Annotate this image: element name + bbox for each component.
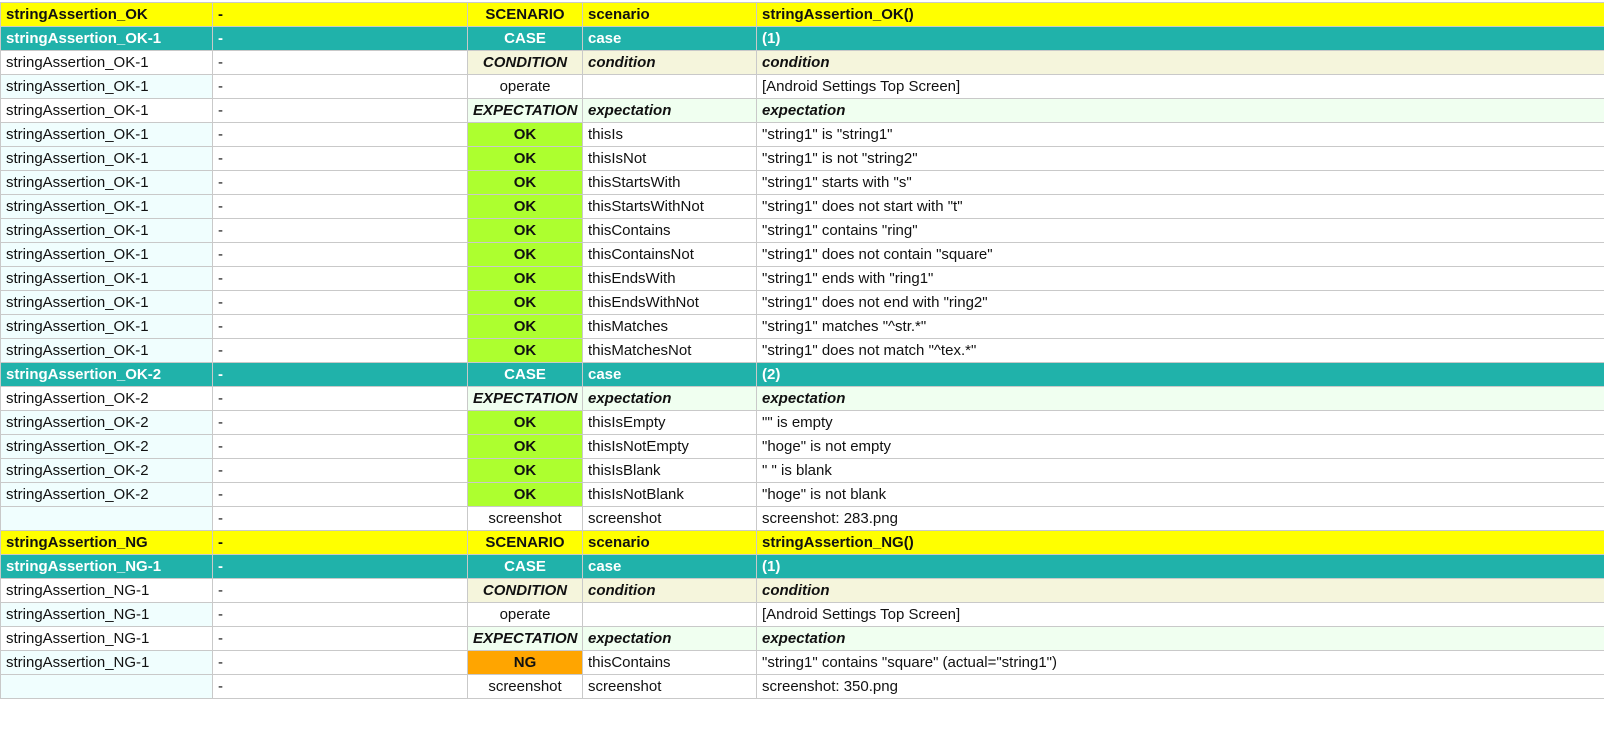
message-cell[interactable]: "string1" contains "ring" xyxy=(757,219,1604,243)
scenario-row xyxy=(1,3,1604,27)
test-id-cell[interactable]: stringAssertion_OK-1 xyxy=(1,315,213,339)
status-badge[interactable]: OK xyxy=(468,411,583,435)
test-id-cell[interactable]: stringAssertion_OK-1 xyxy=(1,339,213,363)
status-badge[interactable]: OK xyxy=(468,483,583,507)
table-row xyxy=(1,243,1604,267)
function-cell[interactable]: thisEndsWith xyxy=(583,267,757,291)
dash-cell[interactable]: - xyxy=(213,3,468,27)
table-row xyxy=(1,435,1604,459)
condition-row xyxy=(1,51,1604,75)
dash-cell[interactable]: - xyxy=(213,27,468,51)
case-row xyxy=(1,363,1604,387)
test-id-cell[interactable]: stringAssertion_OK-1 xyxy=(1,99,213,123)
message-cell[interactable]: stringAssertion_NG() xyxy=(757,531,1604,555)
command-cell[interactable]: screenshot xyxy=(468,675,583,699)
message-cell[interactable]: condition xyxy=(757,579,1604,603)
function-cell[interactable]: condition xyxy=(583,51,757,75)
test-id-cell[interactable]: stringAssertion_OK-1 xyxy=(1,123,213,147)
test-id-cell[interactable]: stringAssertion_OK-1 xyxy=(1,27,213,51)
message-cell[interactable]: expectation xyxy=(757,99,1604,123)
function-cell[interactable]: thisStartsWithNot xyxy=(583,195,757,219)
table-row xyxy=(1,339,1604,363)
table-row xyxy=(1,75,1604,99)
dash-cell[interactable]: - xyxy=(213,387,468,411)
test-id-cell[interactable]: stringAssertion_OK-1 xyxy=(1,147,213,171)
message-cell[interactable]: "string1" is "string1" xyxy=(757,123,1604,147)
message-cell[interactable]: stringAssertion_OK() xyxy=(757,3,1604,27)
message-cell[interactable]: expectation xyxy=(757,387,1604,411)
condition-row xyxy=(1,579,1604,603)
message-cell[interactable]: (2) xyxy=(757,363,1604,387)
dash-cell[interactable]: - xyxy=(213,459,468,483)
test-id-cell[interactable]: stringAssertion_OK-1 xyxy=(1,267,213,291)
status-badge[interactable]: OK xyxy=(468,123,583,147)
table-row xyxy=(1,147,1604,171)
dash-cell[interactable]: - xyxy=(213,219,468,243)
case-row xyxy=(1,27,1604,51)
message-cell[interactable]: " " is blank xyxy=(757,459,1604,483)
message-cell[interactable]: "string1" does not match "^tex.*" xyxy=(757,339,1604,363)
message-cell[interactable]: "string1" contains "square" (actual="string1") xyxy=(757,651,1604,675)
table-body xyxy=(1,3,1604,699)
function-cell[interactable]: thisEndsWithNot xyxy=(583,291,757,315)
test-id-cell[interactable]: stringAssertion_NG xyxy=(1,531,213,555)
test-id-cell[interactable]: stringAssertion_OK xyxy=(1,3,213,27)
table-row xyxy=(1,603,1604,627)
test-id-cell[interactable]: stringAssertion_OK-1 xyxy=(1,51,213,75)
function-cell[interactable]: thisIsNotBlank xyxy=(583,483,757,507)
dash-cell[interactable]: - xyxy=(213,411,468,435)
test-id-cell[interactable]: stringAssertion_NG-1 xyxy=(1,627,213,651)
command-cell[interactable]: EXPECTATION xyxy=(468,627,583,651)
message-cell[interactable]: expectation xyxy=(757,627,1604,651)
dash-cell[interactable]: - xyxy=(213,147,468,171)
message-cell[interactable]: [Android Settings Top Screen] xyxy=(757,75,1604,99)
function-cell[interactable]: thisIsNotEmpty xyxy=(583,435,757,459)
test-id-cell[interactable]: stringAssertion_NG-1 xyxy=(1,555,213,579)
function-cell[interactable]: expectation xyxy=(583,99,757,123)
message-cell[interactable]: screenshot: 283.png xyxy=(757,507,1604,531)
case-row xyxy=(1,555,1604,579)
status-badge[interactable]: OK xyxy=(468,315,583,339)
message-cell[interactable]: "string1" does not end with "ring2" xyxy=(757,291,1604,315)
message-cell[interactable]: "string1" matches "^str.*" xyxy=(757,315,1604,339)
test-id-cell[interactable]: stringAssertion_OK-1 xyxy=(1,195,213,219)
command-cell[interactable]: EXPECTATION xyxy=(468,387,583,411)
command-cell[interactable]: CONDITION xyxy=(468,51,583,75)
function-cell[interactable]: thisIsEmpty xyxy=(583,411,757,435)
test-id-cell[interactable]: stringAssertion_OK-1 xyxy=(1,243,213,267)
table-row xyxy=(1,267,1604,291)
message-cell[interactable]: [Android Settings Top Screen] xyxy=(757,603,1604,627)
table-row xyxy=(1,195,1604,219)
function-cell[interactable] xyxy=(583,603,757,627)
command-cell[interactable]: SCENARIO xyxy=(468,531,583,555)
dash-cell[interactable]: - xyxy=(213,675,468,699)
table-row xyxy=(1,315,1604,339)
dash-cell[interactable]: - xyxy=(213,291,468,315)
test-id-cell[interactable]: stringAssertion_OK-2 xyxy=(1,387,213,411)
test-id-cell[interactable]: stringAssertion_OK-1 xyxy=(1,75,213,99)
test-id-cell[interactable]: stringAssertion_OK-1 xyxy=(1,171,213,195)
status-badge[interactable]: OK xyxy=(468,219,583,243)
function-cell[interactable]: thisMatchesNot xyxy=(583,339,757,363)
dash-cell[interactable]: - xyxy=(213,579,468,603)
message-cell[interactable]: "string1" starts with "s" xyxy=(757,171,1604,195)
test-id-cell[interactable]: stringAssertion_OK-2 xyxy=(1,363,213,387)
test-id-cell[interactable]: stringAssertion_OK-2 xyxy=(1,483,213,507)
message-cell[interactable]: screenshot: 350.png xyxy=(757,675,1604,699)
message-cell[interactable]: condition xyxy=(757,51,1604,75)
table-row xyxy=(1,675,1604,699)
dash-cell[interactable]: - xyxy=(213,75,468,99)
test-id-cell[interactable]: stringAssertion_NG-1 xyxy=(1,603,213,627)
dash-cell[interactable]: - xyxy=(213,507,468,531)
dash-cell[interactable]: - xyxy=(213,195,468,219)
function-cell[interactable] xyxy=(583,75,757,99)
dash-cell[interactable]: - xyxy=(213,99,468,123)
command-cell[interactable]: CONDITION xyxy=(468,579,583,603)
spreadsheet-view xyxy=(0,2,1604,732)
table-row xyxy=(1,171,1604,195)
message-cell[interactable]: "string1" does not start with "t" xyxy=(757,195,1604,219)
command-cell[interactable]: operate xyxy=(468,603,583,627)
function-cell[interactable]: thisMatches xyxy=(583,315,757,339)
message-cell[interactable]: "hoge" is not blank xyxy=(757,483,1604,507)
table-row xyxy=(1,651,1604,675)
test-result-table xyxy=(0,2,1604,699)
dash-cell[interactable]: - xyxy=(213,555,468,579)
test-id-cell[interactable]: stringAssertion_OK-2 xyxy=(1,459,213,483)
status-badge[interactable]: OK xyxy=(468,195,583,219)
status-badge[interactable]: OK xyxy=(468,267,583,291)
dash-cell[interactable]: - xyxy=(213,315,468,339)
dash-cell[interactable]: - xyxy=(213,51,468,75)
dash-cell[interactable]: - xyxy=(213,627,468,651)
message-cell[interactable]: "string1" is not "string2" xyxy=(757,147,1604,171)
message-cell[interactable]: (1) xyxy=(757,555,1604,579)
function-cell[interactable]: thisContains xyxy=(583,651,757,675)
function-cell[interactable]: thisContainsNot xyxy=(583,243,757,267)
dash-cell[interactable]: - xyxy=(213,531,468,555)
message-cell[interactable]: "hoge" is not empty xyxy=(757,435,1604,459)
expectation-row xyxy=(1,627,1604,651)
function-cell[interactable]: case xyxy=(583,363,757,387)
function-cell[interactable]: expectation xyxy=(583,627,757,651)
test-id-cell[interactable]: stringAssertion_NG-1 xyxy=(1,651,213,675)
function-cell[interactable]: thisIsBlank xyxy=(583,459,757,483)
status-badge[interactable]: OK xyxy=(468,459,583,483)
table-row xyxy=(1,411,1604,435)
table-row xyxy=(1,219,1604,243)
function-cell[interactable]: thisContains xyxy=(583,219,757,243)
status-badge[interactable]: NG xyxy=(468,651,583,675)
function-cell[interactable]: screenshot xyxy=(583,507,757,531)
status-badge[interactable]: OK xyxy=(468,147,583,171)
test-id-cell[interactable] xyxy=(1,507,213,531)
function-cell[interactable]: scenario xyxy=(583,3,757,27)
scenario-row xyxy=(1,531,1604,555)
dash-cell[interactable]: - xyxy=(213,603,468,627)
status-badge[interactable]: OK xyxy=(468,171,583,195)
command-cell[interactable]: operate xyxy=(468,75,583,99)
status-badge[interactable]: OK xyxy=(468,291,583,315)
dash-cell[interactable]: - xyxy=(213,483,468,507)
function-cell[interactable]: screenshot xyxy=(583,675,757,699)
function-cell[interactable]: thisStartsWith xyxy=(583,171,757,195)
dash-cell[interactable]: - xyxy=(213,171,468,195)
test-id-cell[interactable]: stringAssertion_NG-1 xyxy=(1,579,213,603)
function-cell[interactable]: case xyxy=(583,27,757,51)
dash-cell[interactable]: - xyxy=(213,651,468,675)
dash-cell[interactable]: - xyxy=(213,435,468,459)
test-id-cell[interactable]: stringAssertion_OK-1 xyxy=(1,219,213,243)
function-cell[interactable]: condition xyxy=(583,579,757,603)
function-cell[interactable]: case xyxy=(583,555,757,579)
table-row xyxy=(1,507,1604,531)
command-cell[interactable]: screenshot xyxy=(468,507,583,531)
command-cell[interactable]: CASE xyxy=(468,27,583,51)
expectation-row xyxy=(1,387,1604,411)
dash-cell[interactable]: - xyxy=(213,243,468,267)
message-cell[interactable]: "string1" ends with "ring1" xyxy=(757,267,1604,291)
command-cell[interactable]: CASE xyxy=(468,555,583,579)
command-cell[interactable]: CASE xyxy=(468,363,583,387)
test-id-cell[interactable]: stringAssertion_OK-1 xyxy=(1,291,213,315)
test-id-cell[interactable]: stringAssertion_OK-2 xyxy=(1,411,213,435)
table-row xyxy=(1,291,1604,315)
table-row xyxy=(1,123,1604,147)
message-cell[interactable]: "string1" does not contain "square" xyxy=(757,243,1604,267)
table-row xyxy=(1,483,1604,507)
dash-cell[interactable]: - xyxy=(213,267,468,291)
table-row xyxy=(1,459,1604,483)
status-badge[interactable]: OK xyxy=(468,435,583,459)
test-id-cell[interactable] xyxy=(1,675,213,699)
test-id-cell[interactable]: stringAssertion_OK-2 xyxy=(1,435,213,459)
dash-cell[interactable]: - xyxy=(213,123,468,147)
message-cell[interactable]: (1) xyxy=(757,27,1604,51)
dash-cell[interactable]: - xyxy=(213,363,468,387)
message-cell[interactable]: "" is empty xyxy=(757,411,1604,435)
status-badge[interactable]: OK xyxy=(468,339,583,363)
dash-cell[interactable]: - xyxy=(213,339,468,363)
status-badge[interactable]: OK xyxy=(468,243,583,267)
command-cell[interactable]: SCENARIO xyxy=(468,3,583,27)
command-cell[interactable]: EXPECTATION xyxy=(468,99,583,123)
function-cell[interactable]: scenario xyxy=(583,531,757,555)
function-cell[interactable]: expectation xyxy=(583,387,757,411)
function-cell[interactable]: thisIs xyxy=(583,123,757,147)
expectation-row xyxy=(1,99,1604,123)
function-cell[interactable]: thisIsNot xyxy=(583,147,757,171)
